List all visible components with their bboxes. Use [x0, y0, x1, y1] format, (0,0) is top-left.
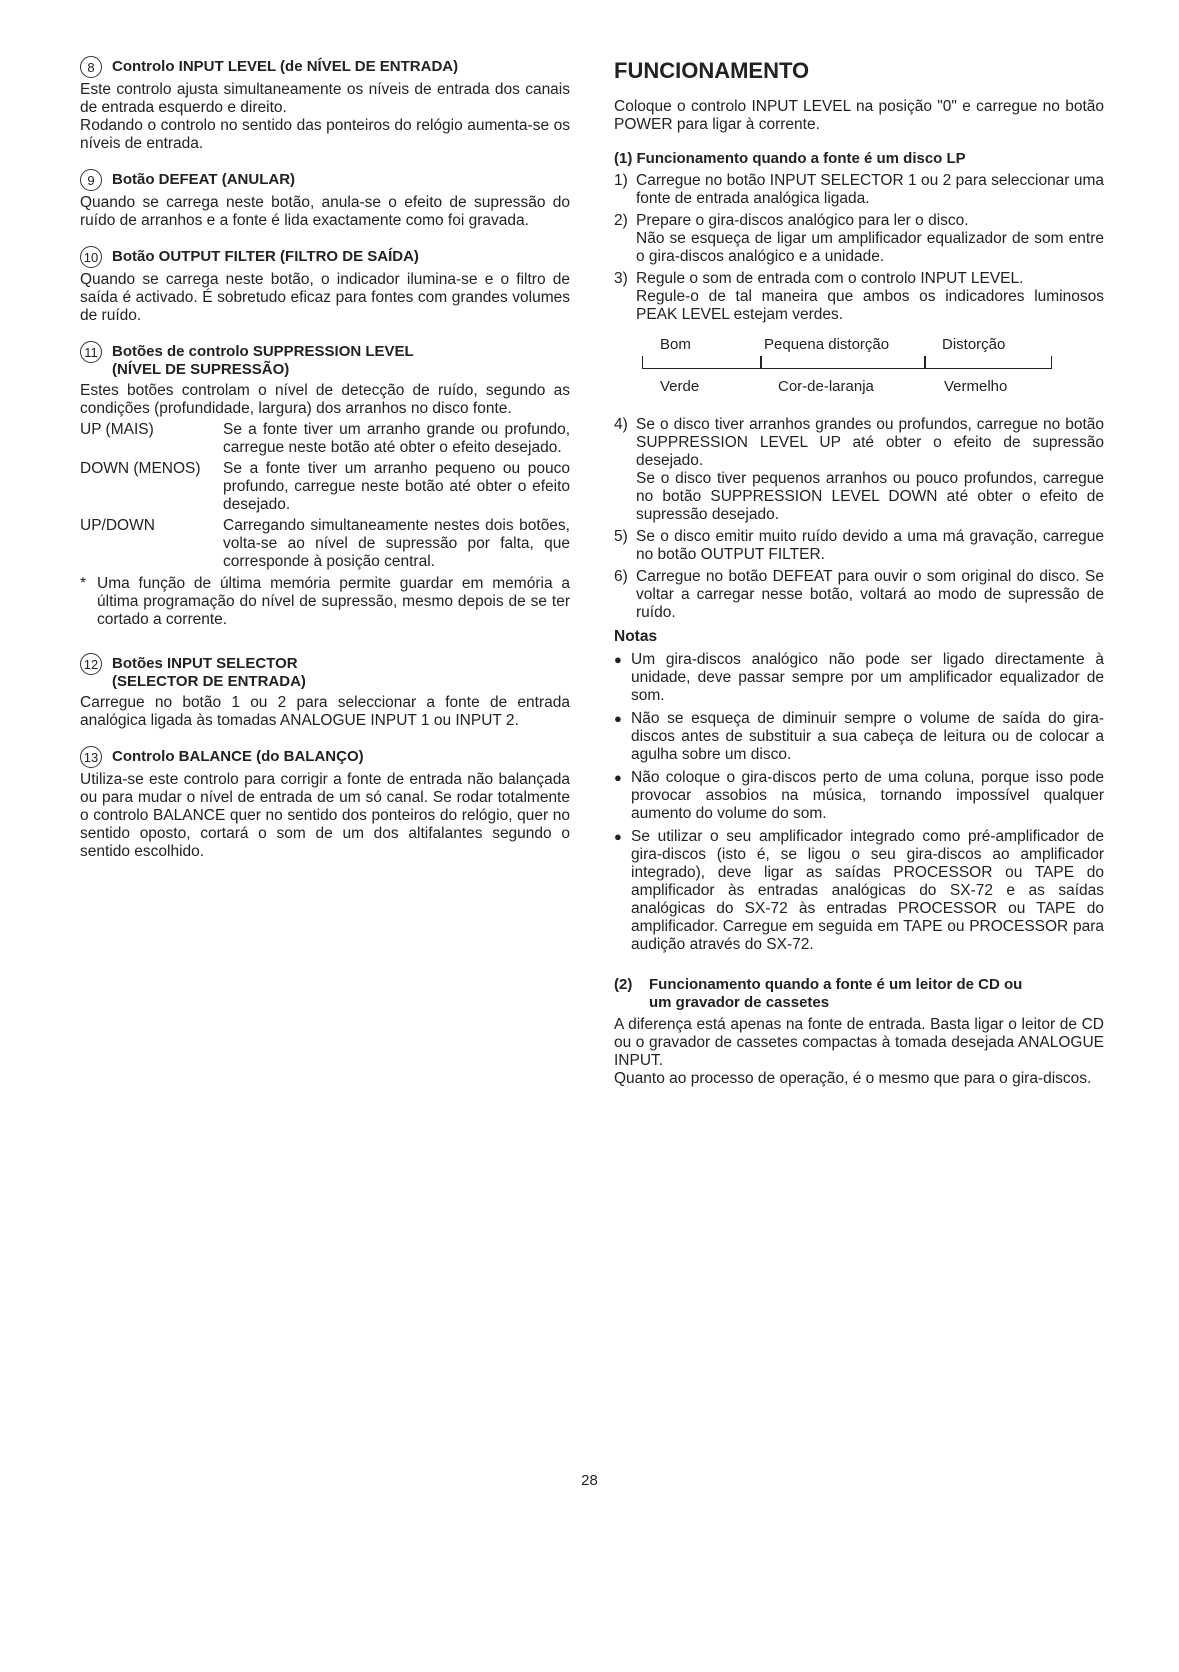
list-item: 2) Prepare o gira-discos analógico para ler o disco. Não se esqueça de ligar um amplificador equalizador de som entre o gira-discos analógico e a unidade. [614, 212, 1104, 265]
footnote [80, 575, 570, 629]
bullet-icon: ● [614, 652, 622, 667]
list-item: ● Se utilizar o seu amplificador integrado como pré-amplificador de gira-discos (isto é, se ligou o seu gira-discos ao amplificador integrado), deve ligar as saídas PROCESSOR ou TAPE do amplificador às entradas analógicas do SX-72 e as saídas analógicas do SX-72 às entradas PROCESSOR ou TAPE do amplificador. Carregue em seguida em TAPE ou PROCESSOR para audição através do SX-72. [614, 828, 1104, 953]
scale-label: Pequena distorção [764, 336, 890, 353]
list-item: ● Um gira-discos analógico não pode ser ligado directamente à unidade, deve passar sempre por um amplificador equalizador de som. [614, 651, 1104, 704]
scale-label: Vermelho [944, 378, 1008, 395]
definition-desc: Se a fonte tiver um arranho grande ou profundo, carregue neste botão até obter o efeito desejado. [223, 421, 570, 456]
section-title-line2: (SELECTOR DE ENTRADA) [112, 673, 306, 690]
section-title: Botão OUTPUT FILTER (FILTRO DE SAÍDA) [112, 248, 419, 265]
section-title: Controlo BALANCE (do BALANÇO) [112, 748, 364, 765]
definition-list [80, 421, 570, 571]
definition-term: DOWN (MENOS) [80, 460, 201, 477]
definition-row [80, 517, 570, 571]
definition-row [80, 421, 570, 457]
list-item: ● Não coloque o gira-discos perto de uma coluna, porque isso pode provocar assobios na música, tornando impossível qualquer aumento do volume do som. [614, 769, 1104, 822]
section-defeat [80, 171, 570, 230]
scale-bar [642, 356, 1052, 369]
asterisk: * [80, 575, 87, 592]
scale-label: Distorção [942, 336, 1006, 353]
section-title-line1: Botões INPUT SELECTOR [112, 655, 298, 672]
definition-term: UP/DOWN [80, 517, 155, 534]
section-balance [80, 748, 570, 861]
list-item: 3) Regule o som de entrada com o controlo INPUT LEVEL. Regule-o de tal maneira que ambos os indicadores luminosos PEAK LEVEL estejam verdes. [614, 270, 1104, 323]
page-heading: FUNCIONAMENTO [614, 58, 810, 83]
circled-number-8: 8 [80, 56, 102, 78]
notes-title: Notas [614, 628, 658, 645]
section-title: Controlo INPUT LEVEL (de NÍVEL DE ENTRADA) [112, 58, 459, 75]
section-heading [80, 171, 570, 191]
paragraph: Carregue no botão 1 ou 2 para seleccionar a fonte de entrada analógica ligada às tomadas ANALOGUE INPUT 1 ou INPUT 2. [80, 694, 570, 729]
bullet-icon: ● [614, 829, 622, 844]
footnote-text: Uma função de última memória permite guardar em memória a última programação do nível de supressão, mesmo depois de se ter cortado a corrente. [97, 575, 570, 628]
section-input-level [80, 58, 570, 153]
section-title: Botão DEFEAT (ANULAR) [112, 171, 296, 188]
scale-label: Verde [660, 378, 700, 395]
circled-number-10: 10 [80, 246, 102, 268]
steps-list [614, 172, 1104, 324]
circled-number-12: 12 [80, 653, 102, 675]
page-number: 28 [581, 1472, 598, 1489]
steps-list [614, 416, 1104, 622]
right-column [614, 58, 1104, 1088]
definition-desc: Se a fonte tiver um arranho pequeno ou pouco profundo, carregue neste botão até obter o efeito desejado. [223, 460, 570, 513]
paragraph: A diferença está apenas na fonte de entrada. Basta ligar o leitor de CD ou o gravador de cassetes compactas à tomada desejada ANALOGUE INPUT. [614, 1016, 1104, 1069]
distortion-scale [614, 336, 1104, 406]
definition-desc: Carregando simultaneamente nestes dois botões, volta-se ao nível de supressão por falta, que corresponde à posição central. [223, 517, 570, 570]
notes-list [614, 651, 1104, 954]
subsection-title: (1) Funcionamento quando a fonte é um disco LP [614, 150, 966, 167]
paragraph: Quando se carrega neste botão, o indicador ilumina-se e o filtro de saída é activado. É sobretudo eficaz para fontes com grandes volumes de ruído. [80, 271, 570, 324]
section-heading [80, 58, 570, 78]
list-item: 5) Se o disco emitir muito ruído devido a uma má gravação, carregue no botão OUTPUT FILTER. [614, 528, 1104, 563]
paragraph: Quanto ao processo de operação, é o mesmo que para o gira-discos. [614, 1070, 1092, 1087]
subsection-title: (2) Funcionamento quando a fonte é um leitor de CD ou um gravador de cassetes [614, 976, 1023, 1011]
paragraph: Rodando o controlo no sentido das ponteiros do relógio aumenta-se os níveis de entrada. [80, 117, 570, 152]
list-item: 1) Carregue no botão INPUT SELECTOR 1 ou 2 para seleccionar uma fonte de entrada analógica ligada. [614, 172, 1104, 207]
section-output-filter [80, 248, 570, 325]
list-item: 6) Carregue no botão DEFEAT para ouvir o som original do disco. Se voltar a carregar nesse botão, voltará ao modo de supressão de ruído. [614, 568, 1104, 621]
definition-row [80, 460, 570, 514]
list-item: ● Não se esqueça de diminuir sempre o volume de saída do gira-discos antes de substituir a sua cabeça de leitura ou de colocar a agulha sobre um disco. [614, 710, 1104, 763]
paragraph: Quando se carrega neste botão, anula-se o efeito de supressão do ruído de arranhos e a fonte é lida exactamente como foi gravada. [80, 194, 570, 229]
scale-tick [760, 356, 762, 369]
scale-tick [924, 356, 926, 369]
paragraph: Estes botões controlam o nível de detecção de ruído, segundo as condições (profundidade, largura) dos arranhos no disco fonte. [80, 382, 570, 417]
bullet-icon: ● [614, 711, 622, 726]
circled-number-13: 13 [80, 746, 102, 768]
section-title-line2: (NÍVEL DE SUPRESSÃO) [112, 361, 290, 378]
intro-paragraph: Coloque o controlo INPUT LEVEL na posição "0" e carregue no botão POWER para ligar à corrente. [614, 98, 1104, 133]
circled-number-11: 11 [80, 341, 102, 363]
bullet-icon: ● [614, 770, 622, 785]
scale-label: Bom [660, 336, 691, 353]
section-heading [80, 343, 570, 379]
section-heading [80, 248, 570, 268]
section-title-line1: Botões de controlo SUPPRESSION LEVEL [112, 343, 414, 360]
section-heading [80, 655, 570, 691]
left-column [80, 58, 570, 879]
circled-number-9: 9 [80, 169, 102, 191]
section-suppression-level [80, 343, 570, 629]
section-input-selector [80, 655, 570, 730]
scale-label: Cor-de-laranja [778, 378, 874, 395]
paragraph: Utiliza-se este controlo para corrigir a fonte de entrada não balançada ou para mudar o nível de entrada de um só canal. Se rodar totalmente o controlo BALANCE quer no sentido dos ponteiros do relógio, quer no sentido oposto, cortará o som de um dos altifalantes segundo o sentido escolhido. [80, 771, 570, 860]
paragraph: Este controlo ajusta simultaneamente os níveis de entrada dos canais de entrada esquerdo e direito. [80, 81, 570, 116]
definition-term: UP (MAIS) [80, 421, 154, 438]
list-item: 4) Se o disco tiver arranhos grandes ou profundos, carregue no botão SUPPRESSION LEVEL UP até obter o efeito de supressão desejado. Se o disco tiver pequenos arranhos ou pouco profundos, carregue no botão SUPPRESSION LEVEL DOWN até obter o efeito de supressão desejado. [614, 416, 1104, 523]
section-heading [80, 748, 570, 768]
